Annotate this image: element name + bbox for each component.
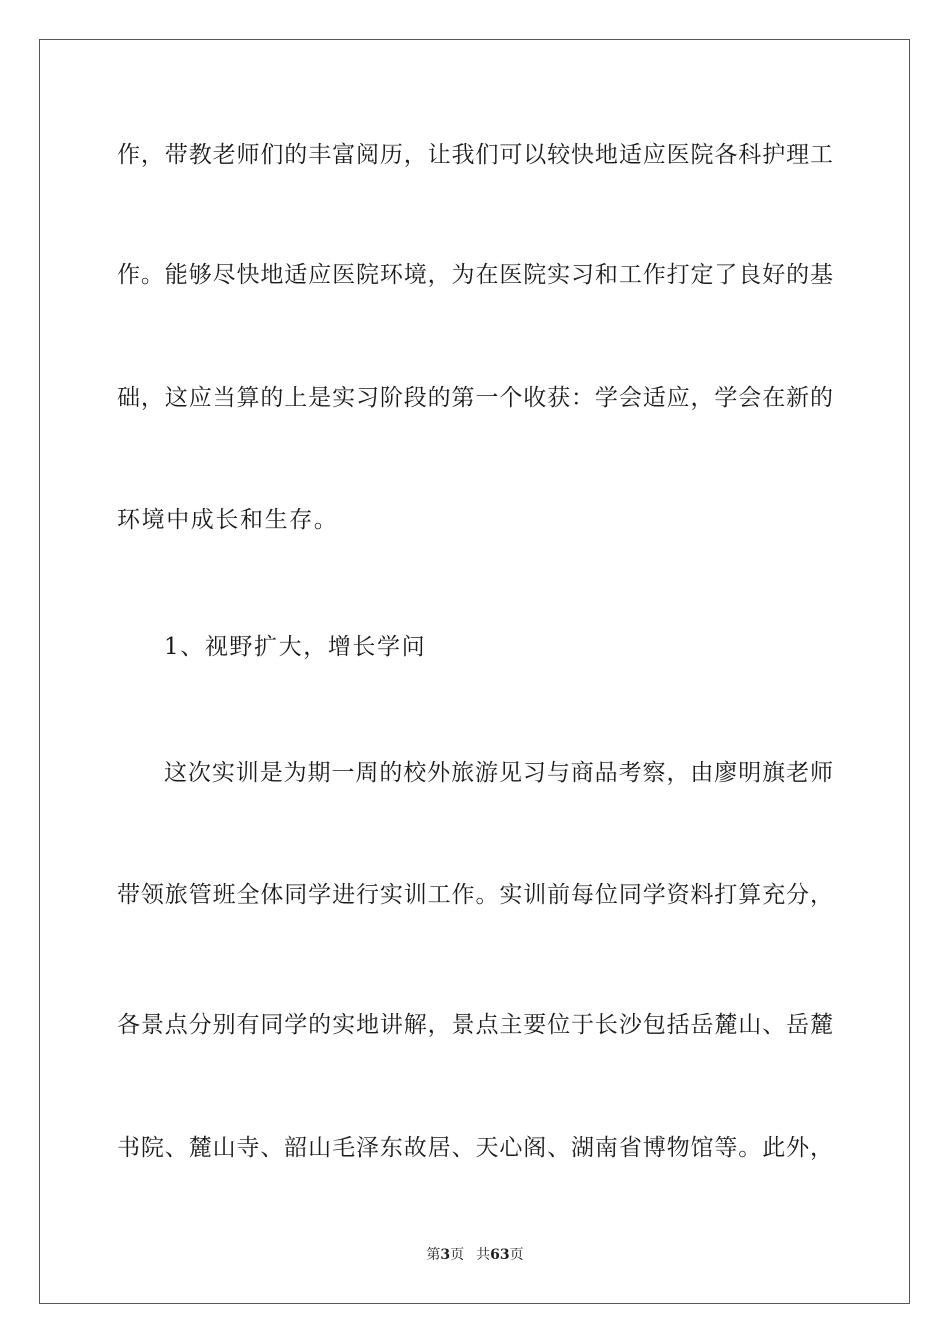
paragraph-line-8: 书院、麓山寺、韶山毛泽东故居、天心阁、湖南省博物馆等。此外， (117, 1135, 833, 1161)
page-prefix: 第 (426, 1247, 441, 1263)
paragraph-line-3: 础，这应当算的上是实习阶段的第一个收获：学会适应，学会在新的 (117, 385, 833, 411)
total-suffix: 页 (509, 1247, 524, 1263)
paragraph-line-6: 带领旅管班全体同学进行实训工作。实训前每位同学资料打算充分， (117, 882, 833, 908)
paragraph-line-7: 各景点分别有同学的实地讲解，景点主要位于长沙包括岳麓山、岳麓 (117, 1012, 833, 1038)
page-border (39, 39, 910, 1304)
paragraph-line-5: 这次实训是为期一周的校外旅游见习与商品考察，由廖明旗老师 (164, 760, 833, 786)
paragraph-line-4: 环境中成长和生存。 (117, 507, 339, 533)
page-footer (0, 1246, 950, 1264)
total-pages: 63 (490, 1247, 510, 1263)
paragraph-line-1: 作，带教老师们的丰富阅历，让我们可以较快地适应医院各科护理工 (117, 142, 833, 168)
section-heading: 1、视野扩大，增长学问 (164, 634, 427, 660)
total-prefix: 共 (476, 1247, 491, 1263)
page-suffix: 页 (450, 1247, 465, 1263)
paragraph-line-2: 作。能够尽快地适应医院环境，为在医院实习和工作打定了良好的基 (117, 262, 833, 288)
page-number: 3 (440, 1247, 451, 1263)
